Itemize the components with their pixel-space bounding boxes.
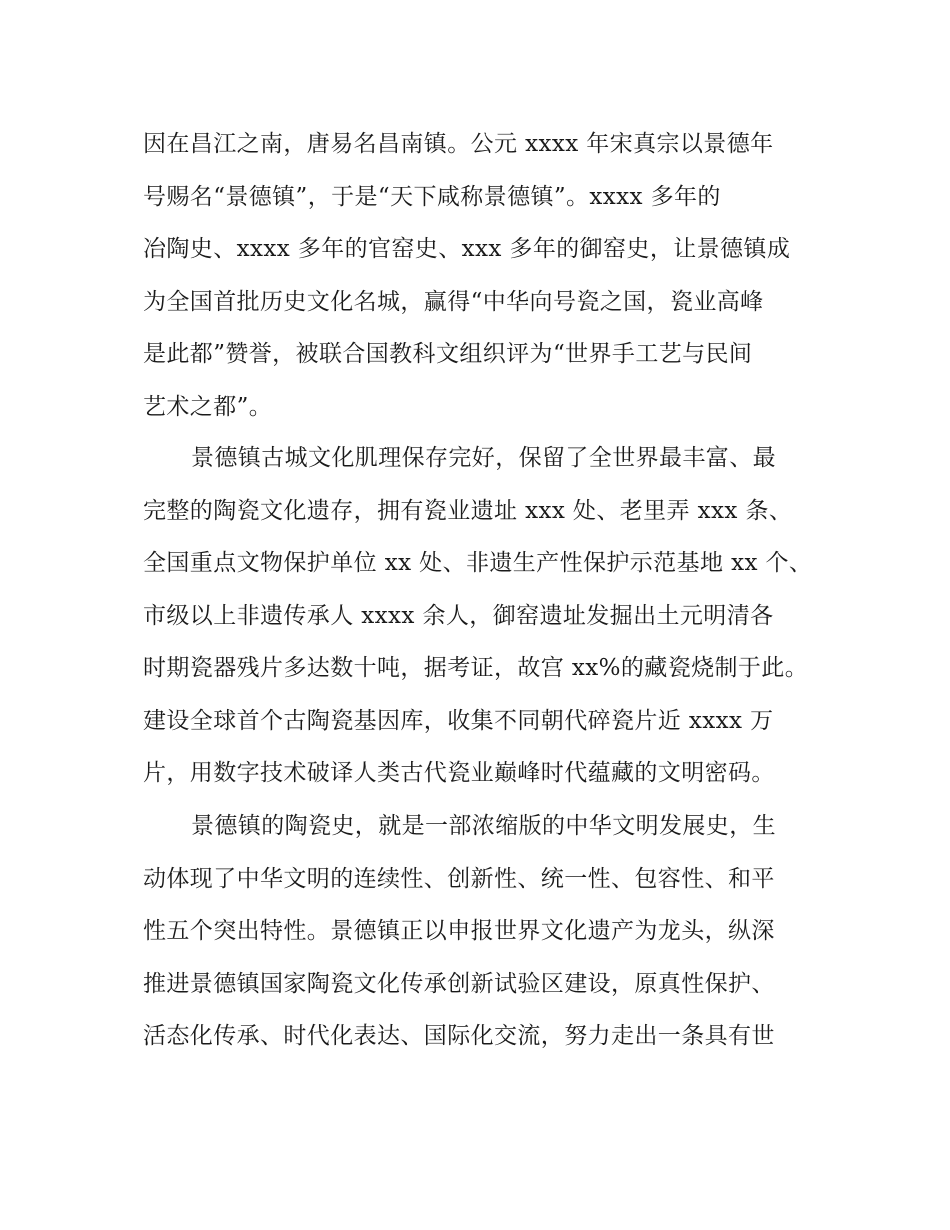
text-line: 全国重点文物保护单位 xx 处、非遗生产性保护示范基地 xx 个、 <box>143 550 813 576</box>
text-line: 艺术之都”。 <box>143 393 273 420</box>
text-line: 市级以上非遗传承人 xxxx 余人，御窑遗址发掘出土元明清各 <box>143 602 774 629</box>
text-line: 活态化传承、时代化表达、国际化交流，努力走出一条具有世 <box>143 1023 775 1049</box>
text-line: 景德镇的陶瓷史，就是一部浓缩版的中华文明发展史，生 <box>191 813 776 839</box>
paragraph-1 <box>143 118 833 433</box>
paragraph-2 <box>143 432 833 800</box>
text-line: 建设全球首个古陶瓷基因库，收集不同朝代碎瓷片近 xxxx 万 <box>143 707 774 734</box>
text-line: 片，用数字技术破译人类古代瓷业巅峰时代蕴藏的文明密码。 <box>143 760 775 786</box>
text-line: 推进景德镇国家陶瓷文化传承创新试验区建设，原真性保护、 <box>143 970 775 997</box>
text-line: 性五个突出特性。景德镇正以申报世界文化遗产为龙头，纵深 <box>143 918 775 944</box>
paragraph-3 <box>143 800 833 1063</box>
text-line: 景德镇古城文化肌理保存完好，保留了全世界最丰富、最 <box>191 445 776 471</box>
text-line: 是此都”赞誉，被联合国教科文组织评为“世界手工艺与民间 <box>143 341 753 367</box>
text-line: 动体现了中华文明的连续性、创新性、统一性、包容性、和平 <box>143 865 775 892</box>
text-line: 完整的陶瓷文化遗存，拥有瓷业遗址 xxx 处、老里弄 xxx 条、 <box>143 497 793 524</box>
text-line: 冶陶史、xxxx 多年的官窑史、xxx 多年的御窑史，让景德镇成 <box>143 236 791 262</box>
text-line: 号赐名“景德镇”，于是“天下咸称景德镇”。xxxx 多年的 <box>143 183 721 210</box>
text-line: 为全国首批历史文化名城，赢得“中华向号瓷之国，瓷业高峰 <box>143 288 764 315</box>
text-line: 因在昌江之南，唐易名昌南镇。公元 xxxx 年宋真宗以景德年 <box>143 131 774 157</box>
text-line: 时期瓷器残片多达数十吨，据考证，故宫 xx%的藏瓷烧制于此。 <box>143 655 809 681</box>
